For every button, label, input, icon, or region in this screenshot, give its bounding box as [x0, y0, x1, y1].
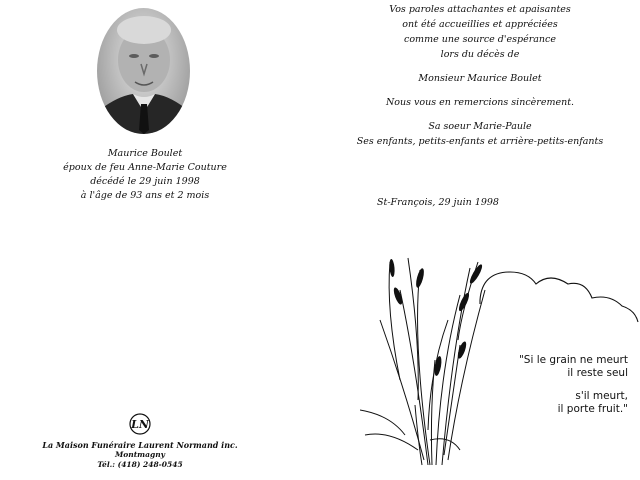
place-date: St-François, 29 juin 1998 — [377, 197, 499, 208]
quote-line-4: il porte fruit." — [557, 403, 628, 415]
funeral-home-name: La Maison Funéraire Laurent Normand inc. — [42, 440, 238, 450]
thank-you-message — [320, 2, 640, 149]
scripture-quote — [488, 354, 628, 416]
message-line-6: Nous vous en remercions sincèrement. — [385, 97, 575, 108]
death-date: décédé le 29 juin 1998 — [90, 176, 200, 187]
quote-line-1: "Si le grain ne meurt — [518, 354, 628, 366]
quote-line-2: il reste seul — [567, 367, 628, 379]
funeral-home-city: Montmagny — [114, 450, 166, 459]
message-line-7: Sa soeur Marie-Paule — [428, 121, 532, 132]
logo-monogram: LN — [131, 418, 149, 431]
funeral-home — [40, 412, 240, 470]
wheat-stalks — [360, 258, 485, 465]
spouse-line: époux de feu Anne-Marie Couture — [63, 162, 227, 173]
right-panel — [320, 0, 640, 480]
message-line-5: Monsieur Maurice Boulet — [418, 73, 542, 84]
message-line-1: Vos paroles attachantes et apaisantes — [389, 4, 571, 15]
message-line-2: ont été accueillies et appréciées — [402, 19, 558, 30]
funeral-home-logo-icon — [125, 412, 155, 436]
quote-line-3: s'il meurt, — [575, 390, 628, 402]
age-line: à l'âge de 93 ans et 2 mois — [80, 190, 210, 201]
deceased-name: Maurice Boulet — [107, 148, 183, 159]
biography — [0, 147, 290, 203]
message-line-4: lors du décès de — [440, 49, 520, 60]
message-line-3: comme une source d'espérance — [404, 34, 556, 45]
portrait-photo — [97, 8, 190, 134]
cloud-outline — [480, 272, 638, 322]
message-line-8: Ses enfants, petits-enfants et arrière-petits-enfants — [356, 136, 604, 147]
portrait-image — [97, 8, 190, 134]
funeral-home-phone: Tél.: (418) 248-0545 — [97, 460, 183, 469]
